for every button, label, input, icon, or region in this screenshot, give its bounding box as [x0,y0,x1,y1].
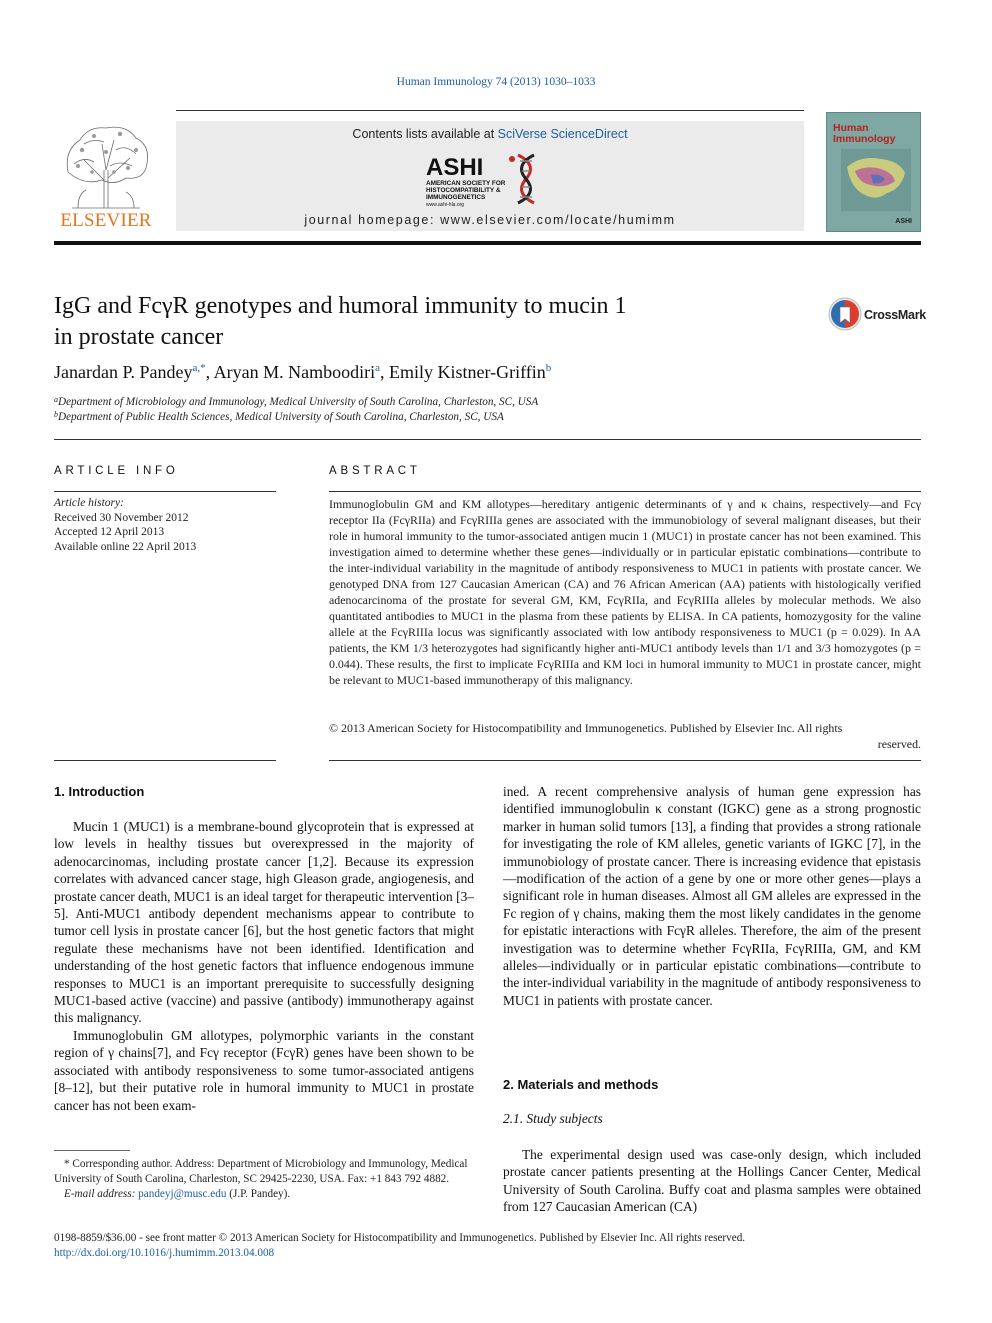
cover-title-line2: Immunology [833,133,896,145]
email-suffix: (J.P. Pandey). [226,1188,291,1200]
body-right-column [503,783,921,1009]
email-label: E-mail address: [64,1188,139,1200]
ashi-acronym: ASHI [426,154,484,181]
abstract-text: Immunoglobulin GM and KM allotypes—hereditary antigenic determinants of γ and κ chains, respectively—and Fcγ receptor IIa (FcγRIIa) and FcγRIIIa genes are associated with the immunobiology of several malignant diseases, but their role in humoral immunity to the tumor-associated antigen mucin 1 (MUC1) in prostate cancer has not been examined. This investigation aimed to determine whether these genes—individually or in particular epistatic combinations—contribute to the inter-individual variability in the magnitude of antibody responsiveness to MUC1 in patients with prostate cancer. We genotyped DNA from 127 Caucasian American (CA) and 76 African American (AA) patients with histologically verified adenocarcinoma of the prostate for several GM, KM, FcγRIIa, and FcγRIIIa alleles by molecular methods. We also quantitated antibodies to MUC1 in the plasma from these patients by ELISA. In CA patients, homozygosity for the valine allele at the FcγRIIIa locus was significantly associated with low antibody responsiveness to MUC1 (p = 0.029). In AA patients, the KM 1/3 heterozygotes had significantly higher anti-MUC1 antibody levels than 1/1 and 3/3 homozygotes (p = 0.044). These results, the first to implicate FcγRIIIa and KM loci in humoral immunity to MUC1 in prostate cancer, might be relevant to MUC1-based immunotherapy of this malignancy. [329,497,921,687]
methods-paragraph-1: The experimental design used was case-only design, which included prostate cancer patients presenting at the Hollings Cancer Center, Medical University of South Carolina. Buffy coat and plasma samples were obtained from 127 Caucasian American (CA) [503,1147,921,1215]
ashi-dna-icon [426,149,554,209]
abstract-heading: ABSTRACT [329,465,421,477]
received-date: Received 30 November 2012 [54,511,189,524]
intro-paragraph-2: Immunoglobulin GM allotypes, polymorphic variants in the constant region of γ chains[7], and Fcγ receptor (FcγR) genes have been shown to be associated with antibody responsiveness to some tumor-associated antigens [8–12], but their putative role in humoral immunity to MUC1 in prostate cancer has not been exam- [54,1027,474,1113]
ashi-logo [426,149,554,209]
accepted-date: Accepted 12 April 2013 [54,526,165,538]
article-history [54,496,276,554]
author-sup[interactable]: a [375,362,381,374]
author-name[interactable]: Aryan M. Namboodiri [213,362,376,382]
author-name[interactable]: Janardan P. Pandey [54,362,193,382]
ashi-url: www.ashi-hla.org [426,202,465,208]
affiliation-divider [54,439,921,440]
affiliation-sup: b [54,410,58,419]
article-title-line2: in prostate cancer [54,324,224,350]
header-divider [54,241,921,245]
header-top-rule [176,110,804,111]
crossmark-label: CrossMark [864,308,926,322]
email-link[interactable]: pandeyj@musc.edu [138,1188,227,1200]
elsevier-wordmark: ELSEVIER [60,210,152,231]
article-info-rule [54,491,276,492]
article-history-label: Article history: [54,497,124,509]
corresponding-author-footnote [54,1157,474,1202]
ashi-line3: IMMUNOGENETICS [426,194,486,201]
affiliation [54,410,504,423]
abstract-bottom-rule [329,760,921,761]
author-sup[interactable]: b [545,362,552,374]
cover-title [833,123,895,145]
crossmark-button[interactable] [828,297,938,333]
journal-cover-thumbnail[interactable] [826,112,921,232]
doi-link[interactable]: http://dx.doi.org/10.1016/j.humimm.2013.04.008 [54,1247,275,1259]
journal-banner [176,121,804,231]
copyright-reserved: reserved. [877,737,921,751]
affiliation-sup: a [54,395,58,404]
page-footer [54,1231,921,1261]
sciencedirect-link[interactable]: SciVerse ScienceDirect [497,127,628,141]
crossmark-icon [828,297,862,331]
author-sup[interactable]: a,* [192,362,206,374]
cover-title-line1: Human [833,122,869,134]
article-info-bottom-rule [54,760,276,761]
copyright-line: © 2013 American Society for Histocompatibility and Immunogenetics. Published by Elsevier Inc. All rights [329,721,843,735]
email-line [54,1187,474,1202]
online-date: Available online 22 April 2013 [54,540,197,553]
affiliation-text: Department of Public Health Sciences, Medical University of South Carolina, Charleston, SC, USA [58,411,504,423]
introduction-heading: 1. Introduction [54,784,145,799]
contents-prefix: Contents lists available at [352,127,498,141]
affiliation [54,395,538,408]
footnote-rule [54,1150,130,1151]
abstract-copyright [329,720,921,752]
issn-line: 0198-8859/$36.00 - see front matter © 2013 American Society for Histocompatibility and Immunogenetics. Published by Elsevier Inc. All rights reserved. [54,1232,746,1244]
article-info-heading: ARTICLE INFO [54,465,179,477]
cover-ashi-badge: ASHI [895,218,912,225]
affiliation-text: Department of Microbiology and Immunology, Medical University of South Carolina, Charleston, SC, USA [58,396,539,408]
ashi-line2: HISTOCOMPATIBILITY & [426,187,501,194]
intro-paragraph-3: ined. A recent comprehensive analysis of human gene expression has identified immunoglobulin κ constant (IGKC) gene as a strong prognostic marker in human solid tumors [13], a finding that provides a strong rationale for investigating the role of KM alleles, genetic variants of IGKC [7], in the immunobiology of prostate cancer. There is increasing evidence that epistasis—modification of the action of a gene by one or more other genes—plays a significant role in human diseases. Almost all GM alleles are expressed in the Fc region of γ chains, making them the most likely candidates in the genome for epistatic interactions with FcγR alleles. Therefore, the aim of the present investigation was to determine whether FcγRIIa, FcγRIIIa, GM, and KM alleles—individually or in particular epistatic combinations—contribute to the inter-individual variability in the magnitude of antibody responsiveness to MUC1 in patients with prostate cancer. [503,784,921,1008]
methods-heading: 2. Materials and methods [503,1077,659,1092]
elsevier-tree-icon [54,120,158,212]
methods-text [503,1146,921,1216]
journal-homepage[interactable]: journal homepage: www.elsevier.com/locate/humimm [304,213,676,227]
author-name[interactable]: Emily Kistner-Griffin [389,362,546,382]
journal-citation[interactable]: Human Immunology 74 (2013) 1030–1033 [396,76,596,88]
body-left-column [54,818,474,1114]
abstract-rule [329,491,921,492]
intro-paragraph-1: Mucin 1 (MUC1) is a membrane-bound glycoprotein that is expressed at low levels in healthy tissues but overexpressed in the majority of adenocarcinomas, including prostate cancer [1,2]. Because its expression correlates with advanced cancer stage, high Gleason grade, angiogenesis, and prostate cancer death, MUC1 is an ideal target for therapeutic intervention [3–5]. Anti-MUC1 antibody dependent mechanisms appear to contribute to tumor cell lysis in prostate cancer [6], but the host genetic factors that might regulate these mechanisms have not been identified. Identification and understanding of the host genetic factors that influence endogenous immune responses to MUC1 is an important prerequisite to successfully designing MUC1-based active (vaccine) and passive (antibody) immunotherapy against this malignancy. [54,819,474,1026]
contents-line [176,127,804,141]
article-title-line1: IgG and FcγR genotypes and humoral immunity to mucin 1 [54,293,627,319]
cover-map-image [841,149,911,211]
corresponding-author-text: * Corresponding author. Address: Department of Microbiology and Immunology, Medical University of South Carolina, Charleston, SC 29425-2230, USA. Fax: +1 843 792 4882. [54,1158,468,1185]
ashi-line1: AMERICAN SOCIETY FOR [426,180,506,187]
study-subjects-heading: 2.1. Study subjects [503,1111,603,1126]
article-title [54,291,754,353]
elsevier-logo[interactable] [54,120,158,232]
author-list: Janardan P. Pandey$^{a,*}$, Aryan M. Namboodiri$^a$, Emily Kistner-Griffin$^b$ [54,362,552,382]
